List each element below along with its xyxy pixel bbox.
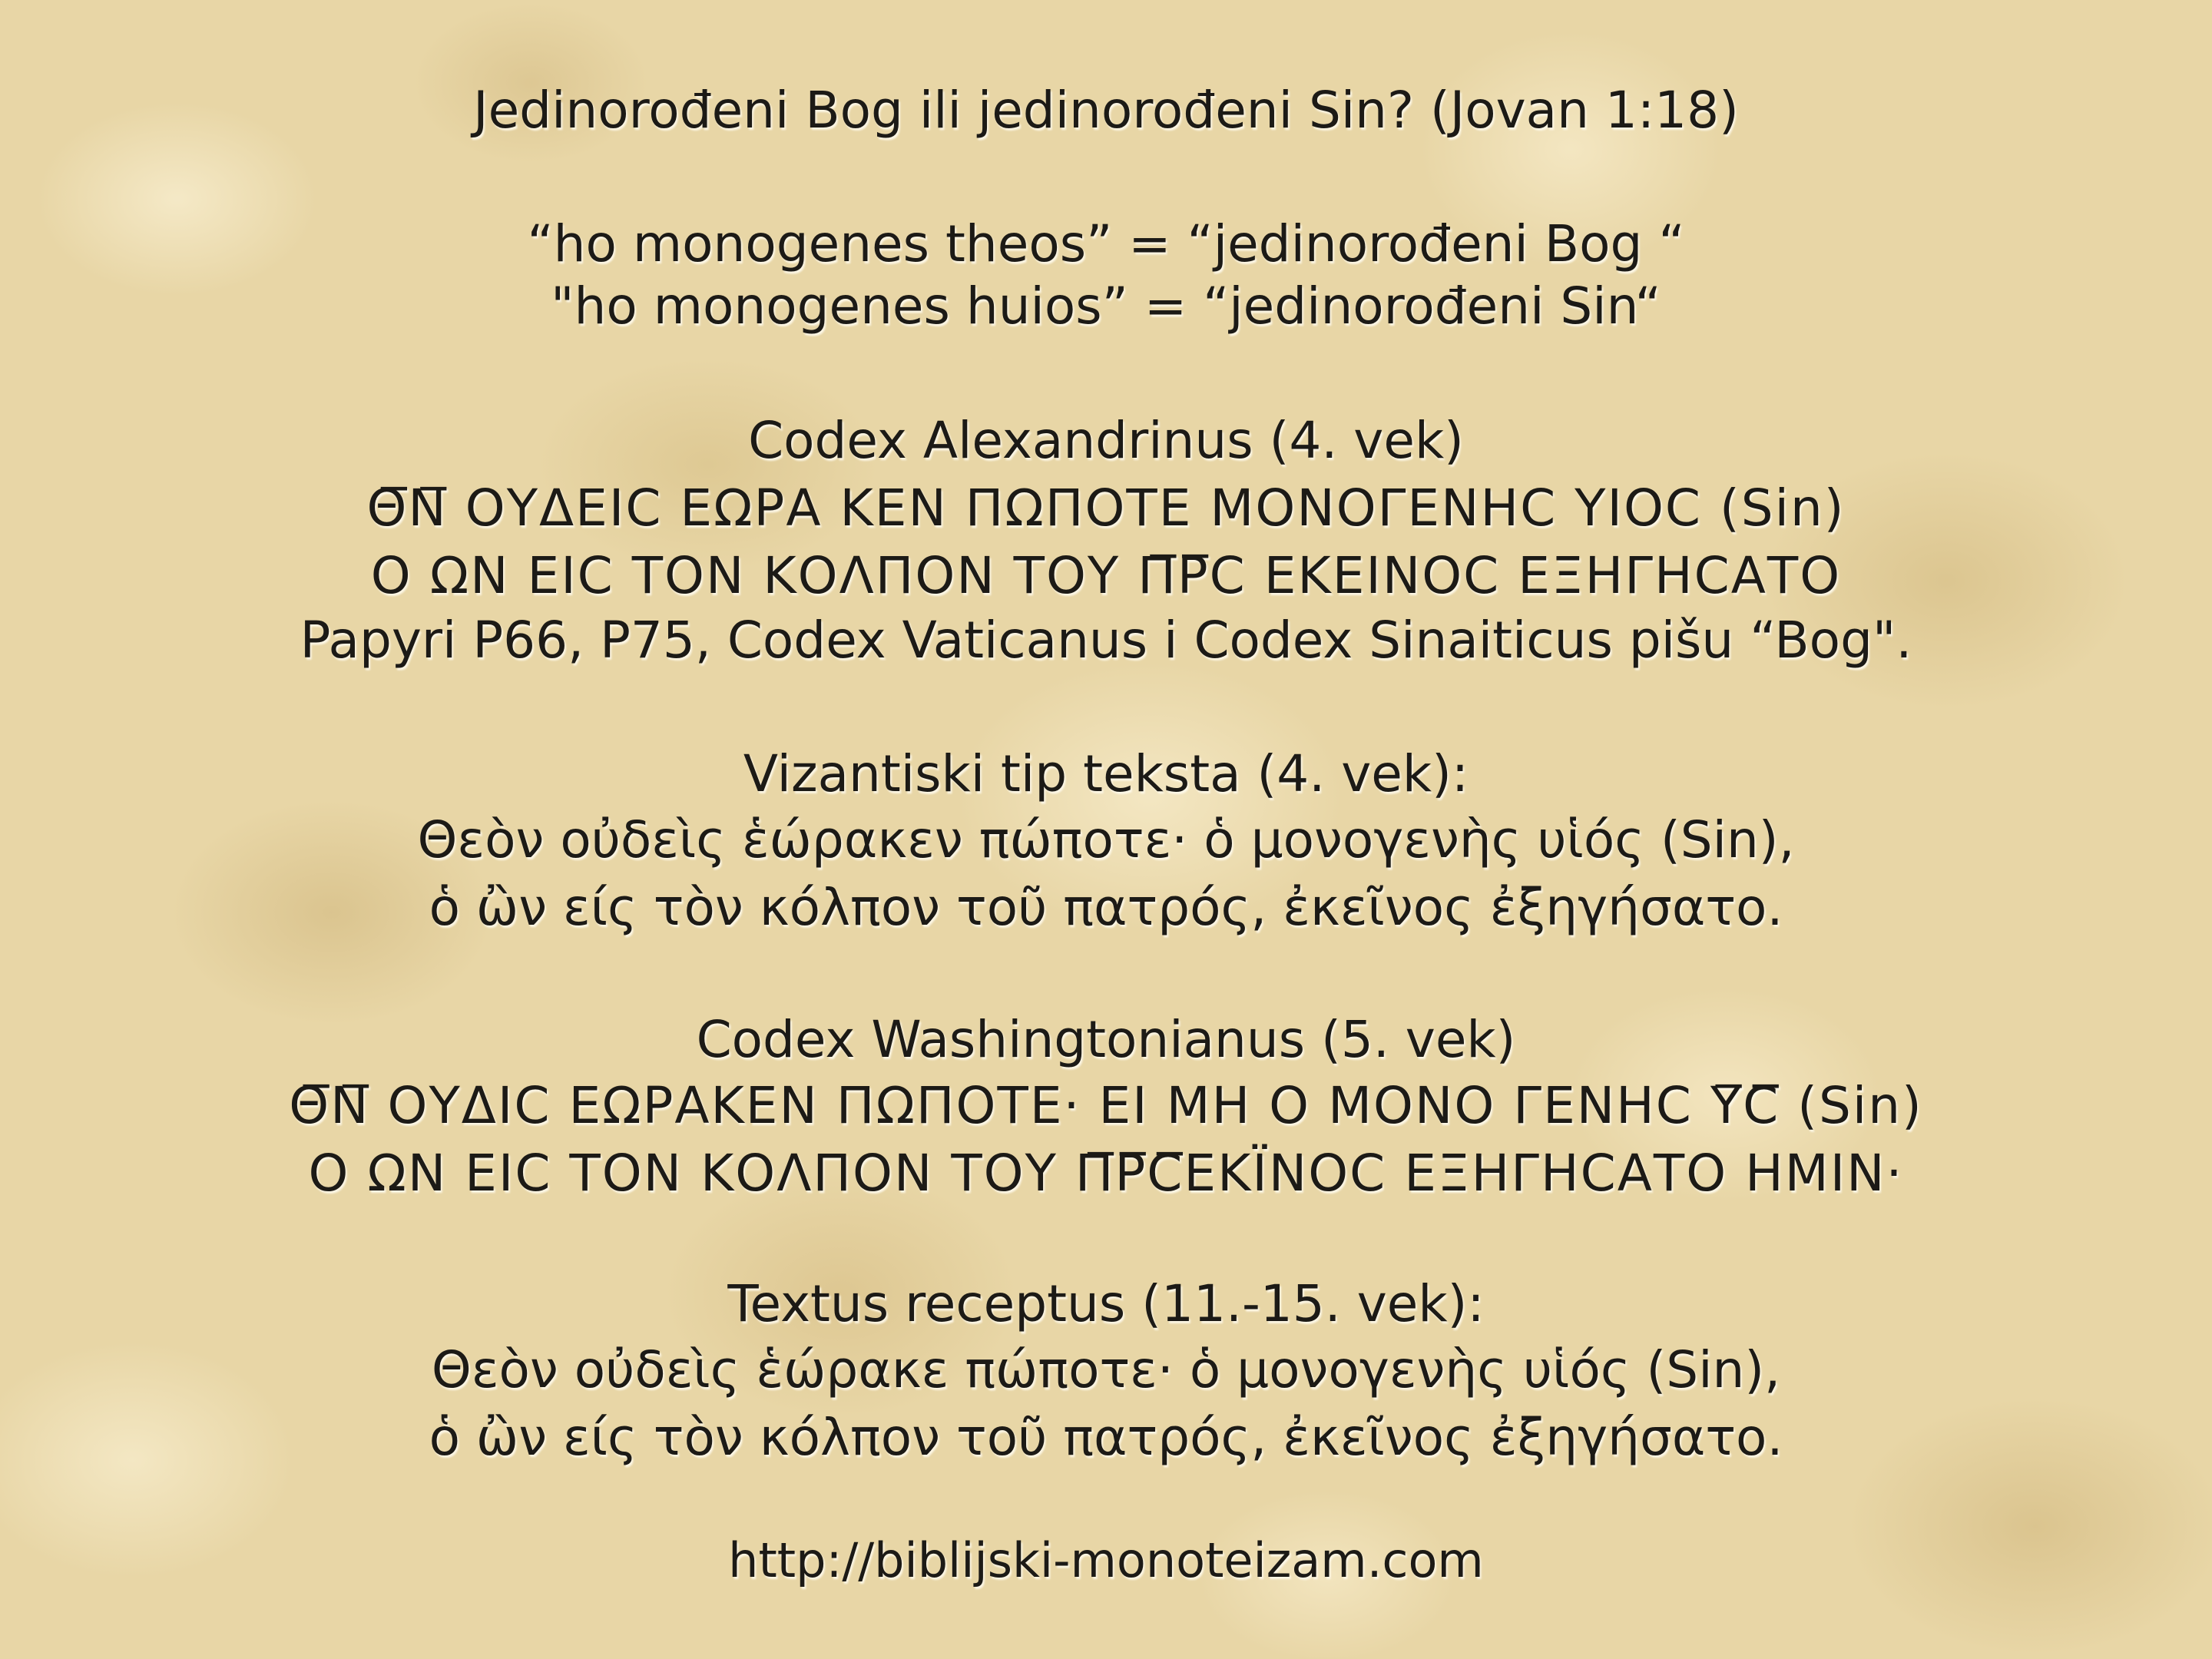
slide-title: Jedinorođeni Bog ili jedinorođeni Sin? (Jovan 1:18) xyxy=(473,81,1739,140)
byzantine-line-2: ὁ ὢν είς τὸν κόλπον τοῦ πατρός, ἐκεῖνος ἐξηγήσατο. xyxy=(429,878,1783,937)
heading-textus-receptus: Textus receptus (11.-15. vek): xyxy=(727,1274,1485,1333)
heading-codex-washingtonianus: Codex Washingtonianus (5. vek) xyxy=(696,1010,1516,1069)
byzantine-line-1: Θεὸν οὐδεὶς ἑώρακεν πώποτε· ὁ μονογενὴς υἱός (Sin), xyxy=(417,810,1795,869)
footer-url-link[interactable]: http://biblijski-monoteizam.com xyxy=(728,1532,1484,1588)
washingtonianus-line-1: Θ̅Ν̅ ΟΥΔΙϹ ΕΩΡΑΚΕΝ ΠΩΠΟΤΕ· ΕΙ ΜΗ Ο ΜΟΝΟ ΓΕΝΗϹ Υ̅Ϲ̅ (Sin) xyxy=(289,1076,1923,1135)
heading-codex-alexandrinus: Codex Alexandrinus (4. vek) xyxy=(748,411,1464,470)
textus-receptus-line-2: ὁ ὢν είς τὸν κόλπον τοῦ πατρός, ἐκεῖνος ἐξηγήσατο. xyxy=(429,1408,1783,1467)
washingtonianus-line-2: Ο ΩΝ ΕΙϹ ΤΟΝ ΚΟΛΠΟΝ ΤΟΥ Π̅Ρ̅Ϲ̅ΕΚΪΝΟϹ ΕΞΗΓΗϹΑΤΟ ΗΜΙΝ· xyxy=(308,1144,1904,1203)
textus-receptus-line-1: Θεὸν οὐδεὶς ἑώρακε πώποτε· ὁ μονογενὴς υἱός (Sin), xyxy=(431,1340,1781,1399)
definition-huios: "ho monogenes huios” = “jedinorođeni Sin“ xyxy=(551,276,1661,336)
alexandrinus-line-1: Θ̅Ν̅ ΟΥΔΕΙϹ ΕΩΡΑ ΚΕΝ ΠΩΠΟΤΕ ΜΟΝΟΓΕΝΗϹ ΥΙΟϹ (Sin) xyxy=(366,478,1846,538)
definition-theos: “ho monogenes theos” = “jedinorođeni Bog “ xyxy=(527,214,1685,273)
heading-byzantine-text: Vizantiski tip teksta (4. vek): xyxy=(743,744,1469,803)
papyri-note: Papyri P66, P75, Codex Vaticanus i Codex Sinaiticus pišu “Bog". xyxy=(300,611,1912,670)
alexandrinus-line-2: Ο ΩΝ ΕΙϹ ΤΟΝ ΚΟΛΠΟΝ ΤΟΥ Π̅Ρ̅Ϲ ΕΚΕΙΝΟϹ ΕΞΗΓΗϹΑΤΟ xyxy=(370,546,1842,605)
